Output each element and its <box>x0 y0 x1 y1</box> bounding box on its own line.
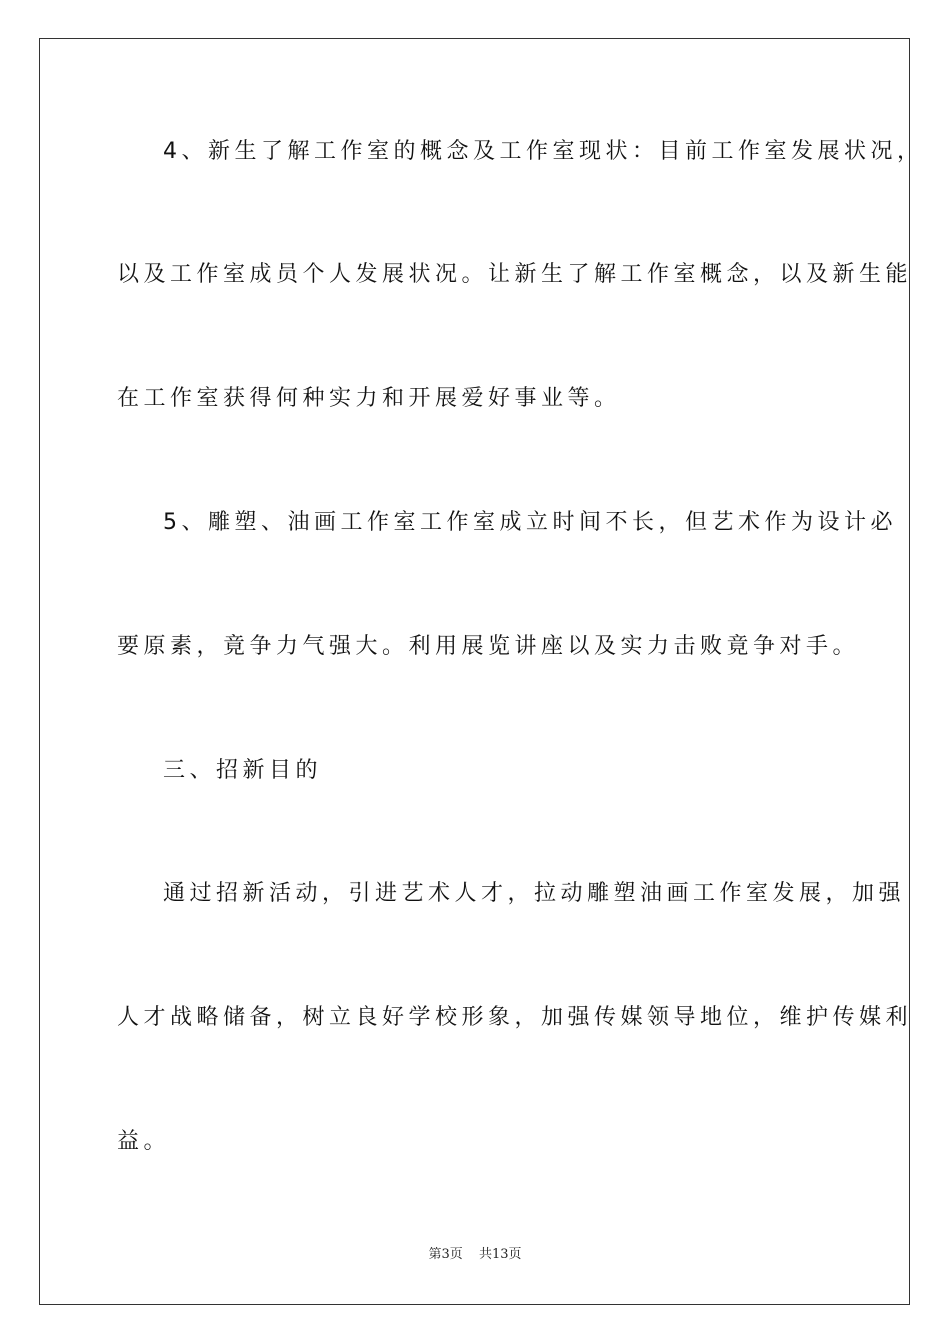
paragraph-line: 在工作室获得何种实力和开展爱好事业等。 <box>117 386 621 411</box>
page-border <box>39 38 913 1305</box>
section-heading: 三、招新目的 <box>163 758 323 783</box>
paragraph-line: 5、雕塑、油画工作室工作室成立时间不长，但艺术作为设计必 <box>163 510 897 535</box>
paragraph-line: 人才战略储备，树立良好学校形象，加强传媒领导地位，维护传媒利 <box>117 1005 913 1030</box>
page-total: 共13页 <box>478 1247 522 1262</box>
paragraph-line: 以及工作室成员个人发展状况。让新生了解工作室概念，以及新生能 <box>117 262 913 287</box>
paragraph-line: 要原素，竟争力气强大。利用展览讲座以及实力击败竟争对手。 <box>117 634 860 659</box>
page-number: 第3页 <box>428 1247 463 1262</box>
paragraph-line: 益。 <box>117 1129 171 1154</box>
paragraph-line: 4、新生了解工作室的概念及工作室现状：目前工作室发展状况， <box>163 139 924 164</box>
paragraph-line: 通过招新活动，引进艺术人才，拉动雕塑油画工作室发展，加强 <box>163 881 906 906</box>
page-footer <box>0 1246 950 1264</box>
